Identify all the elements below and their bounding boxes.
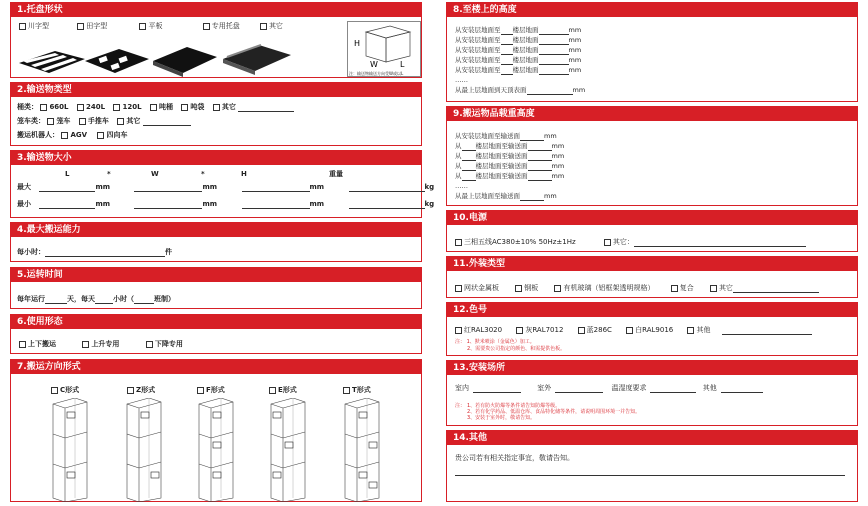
opt-up-only[interactable]: 上升专用 [82,340,119,348]
opt-mesh[interactable]: 网状金属板 [455,284,499,292]
form-f[interactable]: F形式 [197,385,225,395]
opt-other[interactable]: 其它 [213,103,236,111]
color-note-1: 注： 1、默米喷涂（金属色）加工。 [455,339,535,345]
height-input[interactable] [539,26,569,35]
barrel-row: 桶类： 660L 240L 120L 吨桶 吨袋 其它 [17,102,294,112]
section-color [446,302,858,356]
height-input[interactable] [520,132,544,141]
floor-input[interactable] [501,66,513,75]
height-row-2: 从安装层地面至 楼层地面 mm [455,36,582,44]
other-color-input[interactable] [722,326,812,335]
diagram-note: 注：输送物输送方向受W或以L [349,71,404,76]
checkbox[interactable] [343,387,350,394]
checkbox[interactable] [269,387,276,394]
load-row-2: 从 楼层地面至输送面 mm [455,142,565,150]
box-outline-icon [348,22,420,68]
opt-ton-bag[interactable]: 吨袋 [181,103,204,111]
other-power-input[interactable] [634,238,806,247]
checkbox[interactable] [146,341,153,348]
opt-ton-barrel[interactable]: 吨桶 [150,103,173,111]
option-row [19,21,283,31]
indoor-input[interactable] [473,384,521,393]
opt-acrylic[interactable]: 有机玻璃（铝框架透明规格） [554,284,654,292]
section-title: 12.色号 [447,303,857,317]
pallet-option-5[interactable]: 其它 [260,22,283,30]
checkbox[interactable] [117,118,124,125]
e-form-diagram [271,398,305,502]
opt-blue[interactable]: 蓝286C [578,326,612,334]
c-form-diagram [53,398,87,502]
min-row: 最小 mm mm mm kg [17,200,435,208]
checkbox[interactable] [139,23,146,30]
f-form-diagram [199,398,233,502]
checkbox[interactable] [710,285,717,292]
height-row-1: 从安装层地面至 楼层地面 mm [455,26,582,34]
pallet-special-icon [223,45,291,75]
svg-text:H: H [354,39,361,48]
opt-other[interactable]: 其他 [687,326,710,334]
opt-three-phase[interactable]: 三相五线AC380±10% 50Hz±1Hz [455,238,576,246]
checkbox[interactable] [181,104,188,111]
checkbox[interactable] [203,23,210,30]
checkbox[interactable] [127,387,134,394]
height-row-3: 从安装层地面至 楼层地面 mm [455,46,582,54]
opt-cart[interactable]: 手推车 [79,117,109,125]
ceiling-input[interactable] [527,86,573,95]
section-title: 6.使用形态 [11,315,421,329]
outdoor-input[interactable] [555,384,603,393]
pallet-dimension-diagram [347,21,421,77]
opt-composite[interactable]: 复合 [671,284,694,292]
height-input[interactable] [539,36,569,45]
checkbox[interactable] [455,327,462,334]
checkbox[interactable] [578,327,585,334]
floor-input[interactable] [462,152,476,161]
usage-row [19,339,183,349]
checkbox[interactable] [77,23,84,30]
checkbox[interactable] [260,23,267,30]
load-row-4: 从 楼层地面至输送面 mm [455,162,565,170]
checkbox[interactable] [687,327,694,334]
other-input[interactable] [238,103,294,112]
section-title: 5.运转时间 [11,268,421,282]
other-exterior-input[interactable] [733,284,819,293]
height-input[interactable] [539,66,569,75]
min-l-input[interactable] [39,200,95,209]
other-site-input[interactable] [721,384,763,393]
height-input[interactable] [528,142,552,151]
ellipsis: …… [455,182,468,190]
floor-input[interactable] [501,36,513,45]
site-row: 室内 室外 温湿度要求 其他 [455,383,763,393]
section-title: 8.至楼上的高度 [447,3,857,17]
floor-input[interactable] [501,56,513,65]
power-row [455,237,806,247]
floor-input[interactable] [462,172,476,181]
checkbox[interactable] [515,285,522,292]
col-sep: * [107,170,111,178]
checkbox[interactable] [113,104,120,111]
max-h-input[interactable] [242,183,310,192]
section-title: 9.搬运物品载重高度 [447,107,857,121]
height-input[interactable] [528,172,552,181]
site-note-3: 3、安装于室外时，敬请告知。 [467,415,536,421]
site-note-1: 1、若有防火防爆等条件请告知防爆等级。 [467,403,561,409]
section-title: 1.托盘形状 [11,3,421,17]
min-h-input[interactable] [242,200,310,209]
checkbox[interactable] [51,387,58,394]
height-row-top: 从最上层地面到天顶表面 mm [455,86,586,94]
height-input[interactable] [528,152,552,161]
section-title: 7.搬运方向形式 [11,360,421,374]
pallet-option-2[interactable]: 田字型 [77,22,107,30]
section-exterior [446,256,858,298]
load-row-1: 从安装层地面至输送面 mm [455,132,557,140]
checkbox[interactable] [197,387,204,394]
exterior-row [455,283,819,293]
pallet-tian-icon [85,49,149,73]
capacity-row: 每小时： 件 [17,248,172,256]
checkbox[interactable] [455,239,462,246]
section-title: 4.最大搬运能力 [11,223,421,237]
height-input[interactable] [520,192,544,201]
max-row: 最大 mm mm mm kg [17,183,435,191]
max-weight-input[interactable] [349,183,425,192]
load-row-5: 从 楼层地面至输送面 mm [455,172,565,180]
per-hour-input[interactable] [45,248,165,257]
col-l: L [65,170,70,178]
opt-240l[interactable]: 240L [77,103,105,111]
section-conveyed-type [10,82,422,146]
robot-row: 搬运机器人： AGV 四向车 [17,131,128,139]
color-note-2: 2、需要贵公司指定的颜色、和需提供色板。 [467,346,566,352]
opt-660l[interactable]: 660L [40,103,68,111]
pallet-flat-icon [153,47,217,77]
ellipsis: …… [455,76,468,84]
checkbox[interactable] [671,285,678,292]
form-e[interactable]: E形式 [269,385,297,395]
checkbox[interactable] [40,104,47,111]
checkbox[interactable] [61,132,68,139]
other-input[interactable] [143,117,191,126]
svg-text:W: W [370,60,378,68]
section-title: 3.输送物大小 [11,151,421,165]
section-size [10,150,435,218]
svg-text:L: L [400,60,405,68]
opt-grey[interactable]: 灰RAL7012 [516,326,563,334]
run-time-row: 每年运行 天，每天 小时（ 班制） [17,295,175,303]
load-row-3: 从 楼层地面至输送面 mm [455,152,565,160]
checkbox[interactable] [626,327,633,334]
pallet-option-3[interactable]: 平板 [139,22,162,30]
checkbox[interactable] [82,341,89,348]
max-l-input[interactable] [39,183,95,192]
section-title: 2.输送物类型 [11,83,421,97]
floor-input[interactable] [462,142,476,151]
max-w-input[interactable] [134,183,202,192]
other-line-1[interactable] [455,467,845,476]
section-usage [10,314,422,354]
floor-input[interactable] [462,162,476,171]
opt-other[interactable]: 其它： [604,238,634,246]
checkbox[interactable] [150,104,157,111]
t-form-diagram [345,398,379,502]
opt-steel[interactable]: 钢板 [515,284,538,292]
height-row-5: 从安装层地面至 楼层地面 mm [455,66,582,74]
opt-down-only[interactable]: 下降专用 [146,340,183,348]
form-c[interactable]: C形式 [51,385,79,395]
opt-120l[interactable]: 120L [113,103,141,111]
opt-agv[interactable]: AGV [61,131,87,139]
floor-input[interactable] [501,26,513,35]
section-title: 10.电源 [447,211,857,225]
section-title: 14.其他 [447,431,857,445]
opt-white[interactable]: 白RAL9016 [626,326,673,334]
col-h: H [241,170,247,178]
min-weight-input[interactable] [349,200,425,209]
section-title: 11.外装类型 [447,257,857,271]
pallet-option-1[interactable]: 川字型 [19,22,49,30]
section-other [446,430,858,502]
min-w-input[interactable] [134,200,202,209]
checkbox[interactable] [77,104,84,111]
pallet-images [15,33,345,79]
opt-four-way[interactable]: 四向车 [97,131,127,139]
height-row-4: 从安装层地面至 楼层地面 mm [455,56,582,64]
cage-row: 笼车类： 笼车 手推车 其它 [17,116,191,126]
opt-other[interactable]: 其它 [710,284,733,292]
opt-cage[interactable]: 笼车 [47,117,70,125]
opt-up-down[interactable]: 上下搬运 [19,340,56,348]
col-w: W [151,170,159,178]
checkbox[interactable] [516,327,523,334]
col-sep: * [201,170,205,178]
checkbox[interactable] [47,118,54,125]
opt-red[interactable]: 红RAL3020 [455,326,502,334]
form-t[interactable]: T形式 [343,385,371,395]
checkbox[interactable] [79,118,86,125]
section-load-height [446,106,858,206]
pallet-chuan-icon [19,51,85,73]
section-floor-height [446,2,858,102]
checkbox[interactable] [554,285,561,292]
days-input[interactable] [45,295,67,304]
height-input[interactable] [539,56,569,65]
hours-input[interactable] [95,295,113,304]
shift-input[interactable] [134,295,154,304]
temp-humidity-input[interactable] [650,384,696,393]
other-text: 贵公司若有相关指定事宜，敬请告知。 [455,454,574,462]
color-row [455,325,812,335]
checkbox[interactable] [19,341,26,348]
form-z[interactable]: Z形式 [127,385,155,395]
pallet-option-4[interactable]: 专用托盘 [203,22,240,30]
checkbox[interactable] [604,239,611,246]
section-pallet-shape [10,2,422,78]
section-install-site [446,360,858,426]
site-note-2: 2、若有化学药品、低温仓库、食品特化储等条件，请说明周围环境一并告知。 [467,409,641,415]
load-row-top: 从最上层地面至输送面 mm [455,192,557,200]
checkbox[interactable] [455,285,462,292]
z-form-diagram [127,398,161,502]
floor-input[interactable] [501,46,513,55]
checkbox[interactable] [97,132,104,139]
height-input[interactable] [539,46,569,55]
section-direction [10,359,422,502]
direction-diagrams [11,398,411,502]
opt-other[interactable]: 其它 [117,117,140,125]
site-note-label: 注： [455,403,466,409]
section-run-time [10,267,422,309]
section-power [446,210,858,252]
section-title: 13.安装场所 [447,361,857,375]
section-capacity [10,222,422,262]
checkbox[interactable] [19,23,26,30]
height-input[interactable] [528,162,552,171]
col-weight: 重量 [329,170,343,178]
checkbox[interactable] [213,104,220,111]
